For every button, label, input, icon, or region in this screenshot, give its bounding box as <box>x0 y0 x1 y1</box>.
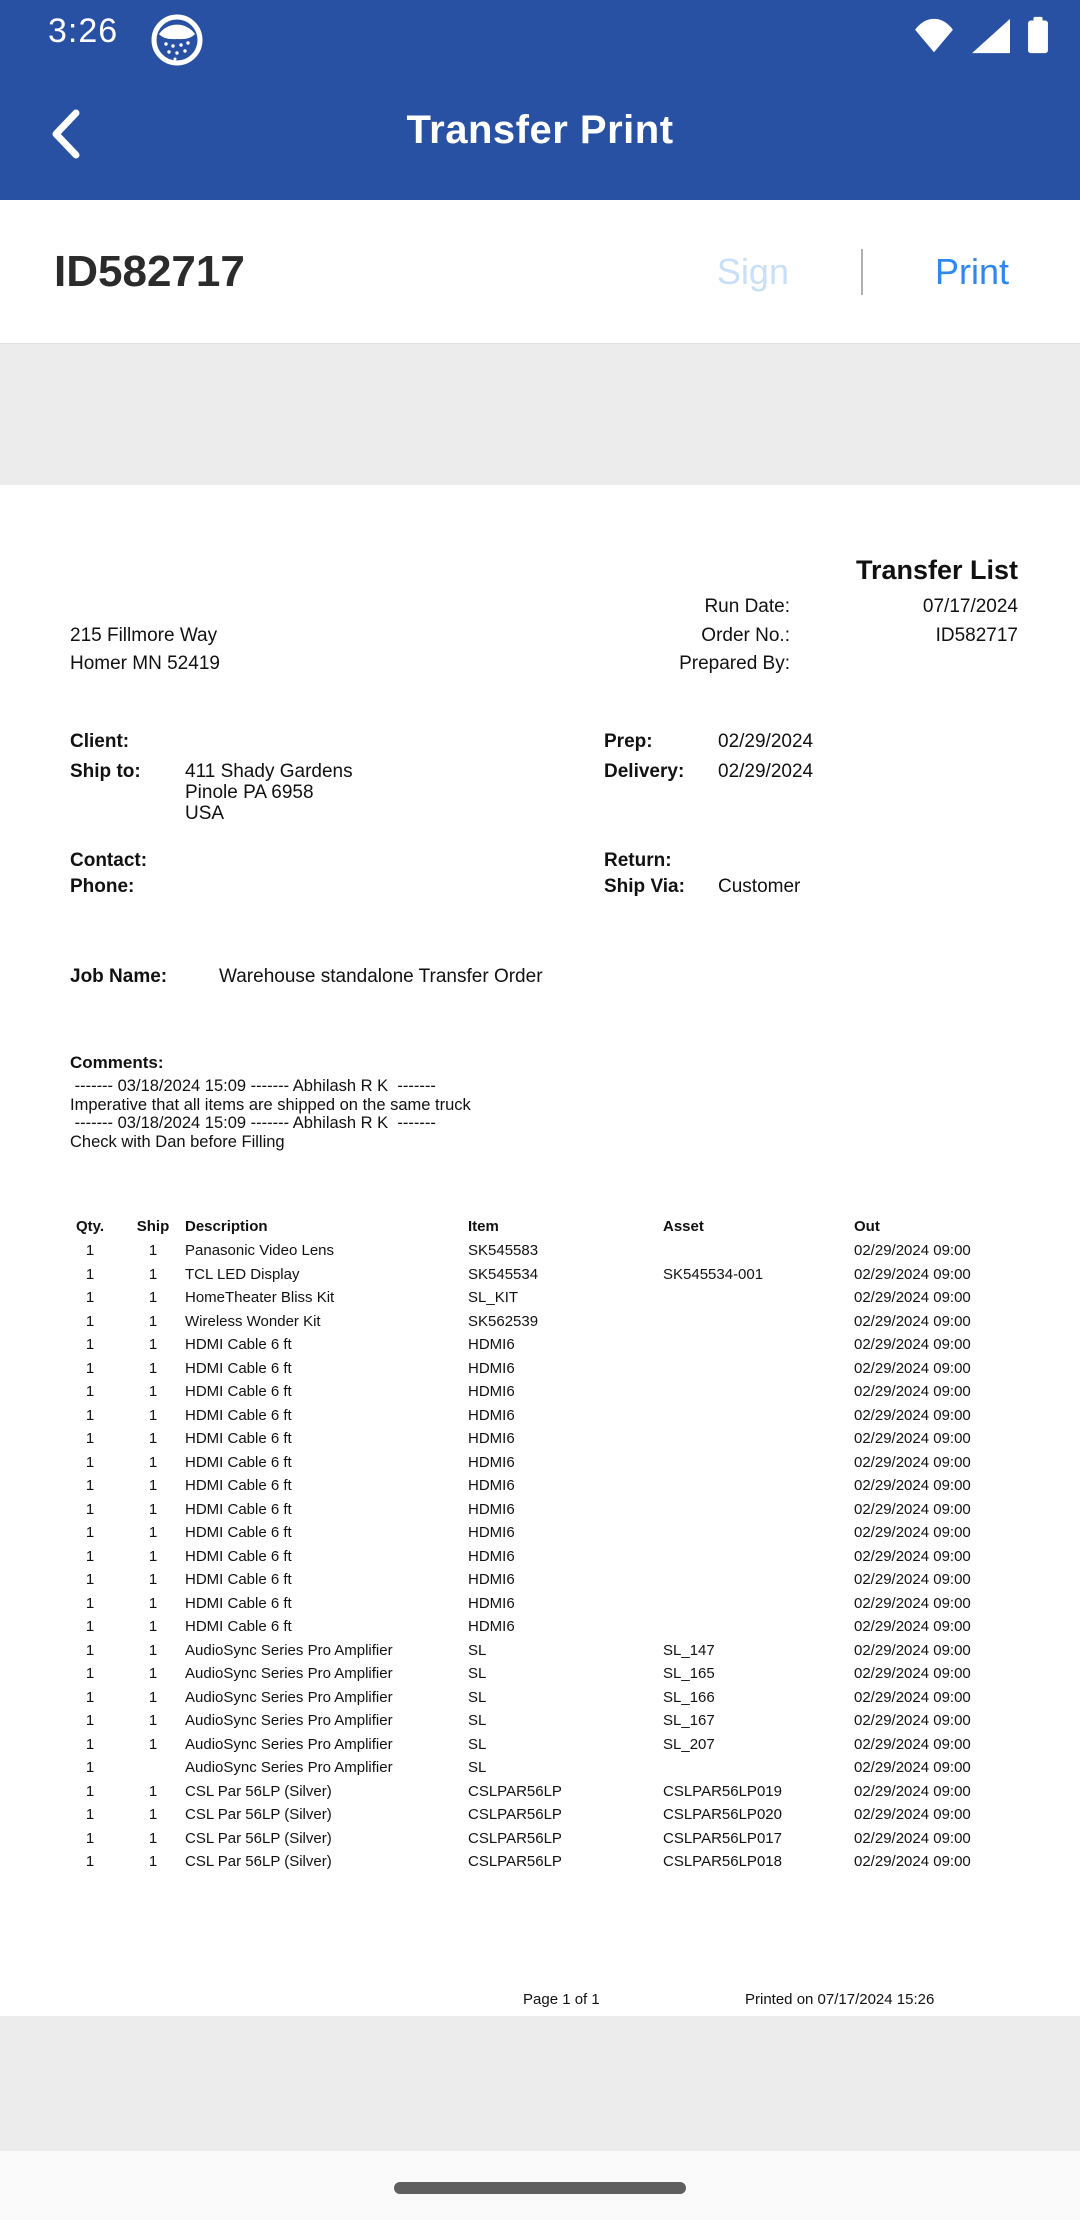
cell-asset: CSLPAR56LP020 <box>663 1806 782 1823</box>
cell-asset: SL_165 <box>663 1665 715 1682</box>
cell-desc: HDMI Cable 6 ft <box>185 1477 292 1494</box>
cell-asset: CSLPAR56LP018 <box>663 1853 782 1870</box>
cell-out: 02/29/2024 09:00 <box>854 1312 971 1330</box>
cell-qty: 1 <box>85 1594 95 1612</box>
cell-item: HDMI6 <box>468 1547 515 1565</box>
cell-ship: 1 <box>148 1289 158 1306</box>
cell-out: 02/29/2024 09:00 <box>854 1759 971 1776</box>
ship-to-line: Pinole PA 6958 <box>185 782 314 803</box>
table-row <box>0 1380 1080 1404</box>
page-number: Page 1 of 1 <box>523 1991 600 2008</box>
cell-qty: 1 <box>85 1336 95 1353</box>
return-label: Return: <box>604 850 672 871</box>
table-row <box>0 1615 1080 1639</box>
cell-item: SL_KIT <box>468 1289 519 1306</box>
cell-qty: 1 <box>85 1806 95 1823</box>
cell-qty: 1 <box>85 1453 95 1471</box>
cell-out: 02/29/2024 09:00 <box>854 1383 971 1400</box>
battery-icon <box>1026 16 1050 59</box>
table-header-row <box>0 1215 1080 1239</box>
cell-desc: HDMI Cable 6 ft <box>185 1571 292 1588</box>
viewer-background-top <box>0 343 1080 485</box>
table-row <box>0 1286 1080 1310</box>
cell-desc: HDMI Cable 6 ft <box>185 1594 292 1612</box>
cell-qty: 1 <box>85 1665 95 1682</box>
status-right-icons <box>912 16 1050 59</box>
cell-qty: 1 <box>85 1383 95 1400</box>
viewer-background-bottom <box>0 2016 1080 2151</box>
table-row <box>0 1780 1080 1804</box>
table-row <box>0 1568 1080 1592</box>
company-address-line: Homer MN 52419 <box>70 653 220 674</box>
cell-ship: 1 <box>148 1665 158 1682</box>
cell-out: 02/29/2024 09:00 <box>854 1477 971 1494</box>
cell-out: 02/29/2024 09:00 <box>854 1712 971 1729</box>
company-address-line: 215 Fillmore Way <box>70 625 218 646</box>
cell-asset: SL_166 <box>663 1688 715 1706</box>
cell-item: HDMI6 <box>468 1336 515 1353</box>
cell-item: HDMI6 <box>468 1571 515 1588</box>
cell-qty: 1 <box>85 1618 95 1635</box>
cell-out: 02/29/2024 09:00 <box>854 1806 971 1823</box>
cell-out: 02/29/2024 09:00 <box>854 1594 971 1612</box>
run-date-label: Run Date: <box>704 596 790 617</box>
cell-asset: CSLPAR56LP017 <box>663 1829 782 1847</box>
cell-out: 02/29/2024 09:00 <box>854 1547 971 1565</box>
cell-item: SL <box>468 1759 487 1776</box>
cell-item: SK545583 <box>468 1242 539 1259</box>
cell-item: HDMI6 <box>468 1383 515 1400</box>
col-header-description: Description <box>185 1218 268 1235</box>
cell-out: 02/29/2024 09:00 <box>854 1735 971 1753</box>
ship-to-line: 411 Shady Gardens <box>185 761 353 782</box>
cell-item: CSLPAR56LP <box>468 1853 562 1870</box>
cell-out: 02/29/2024 09:00 <box>854 1359 971 1377</box>
cell-asset: SL_147 <box>663 1641 715 1659</box>
delivery-date: 02/29/2024 <box>718 761 814 782</box>
col-header-item: Item <box>468 1218 499 1235</box>
cell-out: 02/29/2024 09:00 <box>854 1336 971 1353</box>
cell-ship: 1 <box>148 1406 158 1424</box>
toolbar-actions <box>717 249 1009 295</box>
table-row <box>0 1427 1080 1451</box>
cell-out: 02/29/2024 09:00 <box>854 1665 971 1682</box>
cell-qty: 1 <box>85 1853 95 1870</box>
table-row <box>0 1733 1080 1757</box>
cell-desc: HDMI Cable 6 ft <box>185 1547 292 1565</box>
cell-item: CSLPAR56LP <box>468 1806 562 1823</box>
cell-qty: 1 <box>85 1289 95 1306</box>
cell-out: 02/29/2024 09:00 <box>854 1289 971 1306</box>
cell-item: CSLPAR56LP <box>468 1782 562 1800</box>
cell-desc: AudioSync Series Pro Amplifier <box>185 1759 393 1776</box>
status-bar <box>0 0 1080 60</box>
comment-line: ------- 03/18/2024 15:09 ------- Abhilash R K ------- <box>70 1114 436 1132</box>
cell-qty: 1 <box>85 1547 95 1565</box>
action-divider <box>861 249 863 295</box>
status-time: 3:26 <box>48 12 119 50</box>
cell-out: 02/29/2024 09:00 <box>854 1430 971 1447</box>
cell-item: HDMI6 <box>468 1430 515 1447</box>
table-row <box>0 1357 1080 1381</box>
cell-desc: HDMI Cable 6 ft <box>185 1453 292 1471</box>
cell-ship: 1 <box>148 1641 158 1659</box>
cell-desc: HDMI Cable 6 ft <box>185 1359 292 1377</box>
cell-ship: 1 <box>148 1829 158 1847</box>
cell-qty: 1 <box>85 1688 95 1706</box>
cell-qty: 1 <box>85 1571 95 1588</box>
cell-desc: HDMI Cable 6 ft <box>185 1383 292 1400</box>
table-row <box>0 1850 1080 1874</box>
cell-qty: 1 <box>85 1712 95 1729</box>
cell-item: HDMI6 <box>468 1477 515 1494</box>
job-name-value: Warehouse standalone Transfer Order <box>219 966 543 987</box>
comment-line: ------- 03/18/2024 15:09 ------- Abhilash R K ------- <box>70 1077 436 1095</box>
system-nav-bar <box>0 2151 1080 2220</box>
cell-item: HDMI6 <box>468 1359 515 1377</box>
table-row <box>0 1451 1080 1475</box>
cell-asset: CSLPAR56LP019 <box>663 1782 782 1800</box>
prep-date: 02/29/2024 <box>718 731 814 752</box>
phone-label: Phone: <box>70 876 135 897</box>
document-page <box>0 485 1080 2016</box>
cell-desc: CSL Par 56LP (Silver) <box>185 1806 332 1823</box>
cell-qty: 1 <box>85 1735 95 1753</box>
comment-line: Check with Dan before Filling <box>70 1132 285 1151</box>
comments-label: Comments: <box>70 1053 164 1072</box>
cell-ship: 1 <box>148 1524 158 1541</box>
table-row <box>0 1498 1080 1522</box>
cell-desc: HomeTheater Bliss Kit <box>185 1289 335 1306</box>
home-indicator[interactable] <box>394 2182 686 2194</box>
cell-out: 02/29/2024 09:00 <box>854 1782 971 1800</box>
cell-item: SK545534 <box>468 1265 539 1283</box>
cell-ship: 1 <box>148 1359 158 1377</box>
print-button[interactable]: Print <box>934 250 1009 292</box>
cell-out: 02/29/2024 09:00 <box>854 1571 971 1588</box>
cell-ship: 1 <box>148 1806 158 1823</box>
cell-qty: 1 <box>85 1477 95 1494</box>
cell-ship: 1 <box>148 1547 158 1565</box>
app-header <box>0 60 1080 200</box>
cell-out: 02/29/2024 09:00 <box>854 1641 971 1659</box>
table-row <box>0 1592 1080 1616</box>
order-id: ID582717 <box>54 246 245 296</box>
document-title: Transfer List <box>855 555 1018 585</box>
cell-ship: 1 <box>148 1336 158 1353</box>
cell-item: HDMI6 <box>468 1453 515 1471</box>
cell-ship: 1 <box>148 1594 158 1612</box>
ship-via-label: Ship Via: <box>604 876 685 897</box>
cell-asset: SK545534-001 <box>663 1265 764 1283</box>
cell-desc: AudioSync Series Pro Amplifier <box>185 1665 393 1682</box>
toolbar <box>0 200 1080 343</box>
cell-desc: HDMI Cable 6 ft <box>185 1336 292 1353</box>
cell-ship: 1 <box>148 1712 158 1729</box>
col-header-ship: Ship <box>136 1218 170 1235</box>
cell-item: HDMI6 <box>468 1406 515 1424</box>
cell-desc: HDMI Cable 6 ft <box>185 1618 292 1635</box>
cell-qty: 1 <box>85 1782 95 1800</box>
cell-desc: AudioSync Series Pro Amplifier <box>185 1735 393 1753</box>
cell-desc: CSL Par 56LP (Silver) <box>185 1782 332 1800</box>
page-title: Transfer Print <box>406 107 674 152</box>
cell-desc: Wireless Wonder Kit <box>185 1312 321 1330</box>
cell-ship: 1 <box>148 1477 158 1494</box>
table-row <box>0 1310 1080 1334</box>
cell-ship: 1 <box>148 1782 158 1800</box>
cell-ship: 1 <box>148 1430 158 1447</box>
col-header-qty: Qty. <box>75 1218 105 1235</box>
cell-desc: AudioSync Series Pro Amplifier <box>185 1712 393 1729</box>
cell-qty: 1 <box>85 1430 95 1447</box>
cell-desc: Panasonic Video Lens <box>185 1242 335 1259</box>
cell-qty: 1 <box>85 1242 95 1259</box>
ship-to-line: USA <box>185 803 225 824</box>
table-row <box>0 1686 1080 1710</box>
cell-qty: 1 <box>85 1829 95 1847</box>
cell-ship: 1 <box>148 1688 158 1706</box>
cell-out: 02/29/2024 09:00 <box>854 1453 971 1471</box>
cell-item: HDMI6 <box>468 1618 515 1635</box>
col-header-out: Out <box>854 1218 880 1235</box>
cell-desc: AudioSync Series Pro Amplifier <box>185 1688 393 1706</box>
cell-desc: CSL Par 56LP (Silver) <box>185 1829 332 1847</box>
cell-out: 02/29/2024 09:00 <box>854 1853 971 1870</box>
cell-qty: 1 <box>85 1312 95 1330</box>
ship-to-label: Ship to: <box>70 761 141 782</box>
table-row <box>0 1827 1080 1851</box>
wifi-icon <box>912 18 956 59</box>
cell-item: SK562539 <box>468 1312 539 1330</box>
app-notification-icon <box>150 13 204 72</box>
cell-desc: HDMI Cable 6 ft <box>185 1406 292 1424</box>
run-date-value: 07/17/2024 <box>922 596 1018 617</box>
cell-item: SL <box>468 1665 487 1682</box>
cell-item: SL <box>468 1688 487 1706</box>
cell-asset: SL_207 <box>663 1735 715 1753</box>
cell-qty: 1 <box>85 1524 95 1541</box>
table-row <box>0 1662 1080 1686</box>
cell-ship: 1 <box>148 1618 158 1635</box>
cell-item: SL <box>468 1735 487 1753</box>
cell-ship: 1 <box>148 1453 158 1471</box>
cell-ship: 1 <box>148 1383 158 1400</box>
cell-asset: SL_167 <box>663 1712 715 1729</box>
cell-desc: CSL Par 56LP (Silver) <box>185 1853 332 1870</box>
contact-label: Contact: <box>70 850 148 871</box>
cell-ship: 1 <box>148 1242 158 1259</box>
prepared-by-label: Prepared By: <box>679 653 790 674</box>
table-row <box>0 1756 1080 1780</box>
cell-out: 02/29/2024 09:00 <box>854 1242 971 1259</box>
printed-timestamp: Printed on 07/17/2024 15:26 <box>745 1991 935 2008</box>
comment-line: Imperative that all items are shipped on the same truck <box>70 1095 471 1114</box>
table-body <box>0 1239 1080 1874</box>
cell-qty: 1 <box>85 1759 95 1776</box>
cell-qty: 1 <box>85 1359 95 1377</box>
cell-desc: AudioSync Series Pro Amplifier <box>185 1641 393 1659</box>
cell-qty: 1 <box>85 1500 95 1518</box>
col-header-asset: Asset <box>663 1218 704 1235</box>
order-no-label: Order No.: <box>701 625 790 646</box>
table-row <box>0 1263 1080 1287</box>
cell-out: 02/29/2024 09:00 <box>854 1524 971 1541</box>
cell-qty: 1 <box>85 1641 95 1659</box>
table-row <box>0 1474 1080 1498</box>
cell-ship: 1 <box>148 1500 158 1518</box>
table-row <box>0 1521 1080 1545</box>
comments-block <box>70 1077 471 1151</box>
cell-desc: HDMI Cable 6 ft <box>185 1430 292 1447</box>
ship-via-value: Customer <box>718 876 801 897</box>
job-name-label: Job Name: <box>70 966 168 987</box>
cell-item: CSLPAR56LP <box>468 1829 562 1847</box>
cell-out: 02/29/2024 09:00 <box>854 1829 971 1847</box>
cell-ship: 1 <box>148 1312 158 1330</box>
table-row <box>0 1709 1080 1733</box>
cell-out: 02/29/2024 09:00 <box>854 1265 971 1283</box>
cell-qty: 1 <box>85 1406 95 1424</box>
cell-ship: 1 <box>148 1571 158 1588</box>
cell-item: SL <box>468 1641 487 1659</box>
cell-desc: HDMI Cable 6 ft <box>185 1500 292 1518</box>
table-row <box>0 1404 1080 1428</box>
cell-out: 02/29/2024 09:00 <box>854 1406 971 1424</box>
cell-ship: 1 <box>148 1853 158 1870</box>
client-label: Client: <box>70 731 130 752</box>
cell-item: SL <box>468 1712 487 1729</box>
table-row <box>0 1545 1080 1569</box>
cell-desc: TCL LED Display <box>185 1265 300 1283</box>
cell-out: 02/29/2024 09:00 <box>854 1618 971 1635</box>
cell-ship: 1 <box>148 1265 158 1283</box>
sign-button[interactable]: Sign <box>716 250 789 292</box>
cell-item: HDMI6 <box>468 1594 515 1612</box>
cell-out: 02/29/2024 09:00 <box>854 1688 971 1706</box>
table-row <box>0 1803 1080 1827</box>
table-row <box>0 1639 1080 1663</box>
prep-label: Prep: <box>604 731 653 752</box>
cell-desc: HDMI Cable 6 ft <box>185 1524 292 1541</box>
cellular-signal-icon <box>972 18 1010 59</box>
cell-out: 02/29/2024 09:00 <box>854 1500 971 1518</box>
table-row <box>0 1333 1080 1357</box>
cell-ship: 1 <box>148 1735 158 1753</box>
cell-qty: 1 <box>85 1265 95 1283</box>
delivery-label: Delivery: <box>604 761 685 782</box>
table-row <box>0 1239 1080 1263</box>
items-table <box>0 1215 1080 1874</box>
cell-item: HDMI6 <box>468 1524 515 1541</box>
order-no-value: ID582717 <box>935 625 1018 646</box>
cell-item: HDMI6 <box>468 1500 515 1518</box>
